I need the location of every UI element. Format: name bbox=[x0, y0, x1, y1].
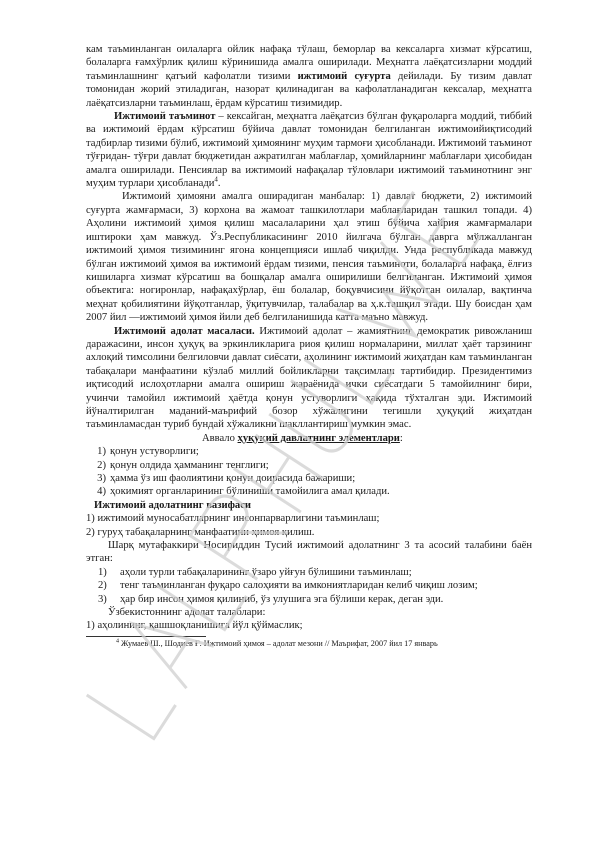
uzbek-requirements-intro: Ўзбекистоннинг адолат талаблари: bbox=[108, 607, 266, 619]
justice-task-heading: Ижтимоий адолатнинг вазифаси bbox=[94, 499, 252, 511]
list-item bbox=[86, 472, 532, 485]
p2-text: – кексайган, меҳнатга лаёқатсиз бўлган фуқароларга моддий, тиббий ва ижтимоий ёрдам кўрсатиш бўйича давлат томонидан белгиланган ижтимоийиқтисодий тадбирлар тизими бўлиб, ижтимоий ҳимоянинг муҳим тармоғи ҳисобланади. Ижтимоий таъминот тўғридан- тўғри давлат бюджетидан ажратилган маблағлар, ҳомийларнинг маблағлари ҳисобидан амалга оширилади. Пенсиялар ва ижтимоий нафақалар тўловлари ижтимоий таъминотнинг энг муҳим турлари ҳисобланади bbox=[86, 111, 532, 190]
item-number: 1) bbox=[97, 446, 106, 458]
footnote-mark: 4 bbox=[116, 638, 119, 645]
item-text: қонун олдида ҳамманинг тенглиги; bbox=[110, 459, 269, 471]
item-text: тенг таъминланган фуқаро салоҳияти ва имкониятларидан келиб чиқиш лозим; bbox=[120, 580, 478, 592]
legal-elements-list bbox=[86, 445, 532, 499]
item-text: ҳокимият органларининг бўлиниши тамойилига амал қилади. bbox=[110, 486, 390, 498]
item-number: 2) bbox=[98, 580, 107, 592]
list-item bbox=[86, 579, 532, 592]
item-number: 3) bbox=[98, 593, 107, 605]
item-text: ҳар бир инсон ҳимоя қилиниб, ўз улушига эга бўлиши керак, деган эди. bbox=[120, 593, 444, 605]
p1-part-b: дейилади. Бу тизим давлат томонидан жорий этиладиган, назорат қилинадиган ва кафолатланадиган кексалар, меҳнатга лаёқатсизларни таъминлаш, ёрдам кўрсатиш тизимидир. bbox=[86, 70, 533, 109]
document-page bbox=[86, 43, 532, 649]
footnote bbox=[86, 639, 532, 649]
paragraph-social-security bbox=[86, 110, 532, 190]
term-social-justice: Ижтимоий адолат масаласи. bbox=[114, 325, 255, 337]
list-item bbox=[86, 445, 532, 458]
p4-text: Ижтимоий адолат – жамиятнинг демократик ривожланиш даражасини, инсон ҳуқуқ ва эркинликларига риоя қилиш нормаларини, миллат ҳаёт тарзининг ахлоқий тимсолини белгиловчи давлат сиёсати, аҳолининг ижтимоий жиҳатдан кам таъминланган табақалари манфаатини кўзлаб миллий бойликларни тақсимлаш тартибидир. Президентимиз иқтисодий ислоҳотларни амалга ошириш жараёнида ички сиёсатдаги 5 тамойилнинг бири, учинчи тамойил ижтимоий ҳаётда қонун устуворлиги ҳақида тўхталган эди. Ижтимоий йўналтирилган маданий-маърифий бозор хўжалигини тегишли ҳуқуқий жиҳатдан таъминламасдан туриб бундай хўжаликни шакллантириш мумкин эмас. bbox=[86, 325, 532, 431]
paragraph-social-insurance bbox=[86, 43, 532, 110]
footnote-ref[interactable]: 4 bbox=[214, 175, 218, 184]
legal-state-heading bbox=[86, 432, 532, 445]
legal-tail: : bbox=[399, 432, 403, 444]
legal-title: ҳуқуқий давлатнинг элементлари bbox=[237, 432, 400, 444]
tusi-list bbox=[86, 566, 532, 606]
paragraph-protection-sources: Ижтимоий ҳимояни амалга оширадиган манбалар: 1) давлат бюджети, 2) ижтимоий суғурта жамғармаси, 3) корхона ва жамоат ташкилотлари маблағларидан ташкил топади. 4) Аҳолини ижтимоий ҳимоя қилиш масалаларини ҳал этиш бўйича хайрия жамғармалари иштироки ҳам мавжуд. Ўз.Республикасининг 2010 йилгача бўлган даврга мўлжалланган ижтимоий ҳимоя тизимининг ягона концепцияси ишлаб чиқилди. Унда республикада мавжуд бўлган ижтимоий ҳимоя ва ижтимоий ёрдам тизими, пенсия таъминоти, болаларга нафақа, ёлғиз кишиларга хизмат кўрсатиш ва бошқалар амалга оширилиши белгиланган. Ижтимоий ҳимоя объектига: ногиронлар, нафақахўрлар, ёш болалар, боқувчисини йўқотган оилалар, вақтинча меҳнат қобилиятини йўқотганлар, ўқитувчилар, талабалар ва ҳ.к.ташқил этади. Шу боисдан ҳам 2007 йил —ижтимоий ҳимоя йили деб белгиланишида катта маъно мавжуд. bbox=[86, 191, 532, 324]
uzbek-requirement-line: 1) аҳолининг, қашшоқланишига йўл қўймаслик; bbox=[86, 620, 303, 632]
p1-part-a: кам таъминланган оилаларга ойлик нафақа тўлаш, беморлар ва кексаларга хизмат кўрсатиш, болаларга ғамхўрлик қилиш кўринишида амалга оширилади. Меҳнатга лаёқатсизларни моддий таъминлашнинг қатъий кафолатли тизими bbox=[86, 44, 532, 82]
footnote-text: Жумаев Ш., Шодиев Ғ. Ижтимоий ҳимоя – адолат мезони // Маърифат, 2007 йил 17 январь bbox=[119, 638, 438, 648]
term-social-security: Ижтимоий таъминот bbox=[114, 111, 216, 123]
item-number: 2) bbox=[97, 459, 106, 471]
item-number: 3) bbox=[97, 473, 106, 484]
footnote-divider bbox=[86, 636, 206, 637]
paragraph-social-justice bbox=[86, 325, 532, 432]
list-item bbox=[86, 566, 532, 579]
item-text: аҳоли турли табақаларининг ўзаро уйғун бўлишини таъминлаш; bbox=[120, 566, 412, 578]
p2-end: . bbox=[217, 178, 221, 190]
item-text: ҳамма ўз иш фаолиятини қонун доирасида бажариши; bbox=[110, 473, 356, 484]
item-number: 4) bbox=[97, 486, 106, 498]
legal-lead: Аввало bbox=[202, 432, 238, 444]
list-item bbox=[86, 593, 532, 606]
justice-task-line: 1) ижтимоий муносабатларнинг инсонпарварлигини таъминлаш; bbox=[86, 513, 380, 525]
justice-task-line: 2) гуруҳ табақаларнинг манфаатини ҳимоя қилиш. bbox=[86, 526, 315, 538]
list-item bbox=[86, 485, 532, 498]
list-item bbox=[86, 459, 532, 472]
term-social-insurance: ижтимоий суғурта bbox=[297, 70, 391, 82]
tusi-intro: Шарқ мутафаккири Носириддин Тусий ижтимоий адолатнинг 3 та асосий талабини баён этган: bbox=[86, 540, 532, 565]
item-text: қонун устуворлиги; bbox=[110, 446, 199, 458]
item-number: 1) bbox=[98, 566, 107, 578]
